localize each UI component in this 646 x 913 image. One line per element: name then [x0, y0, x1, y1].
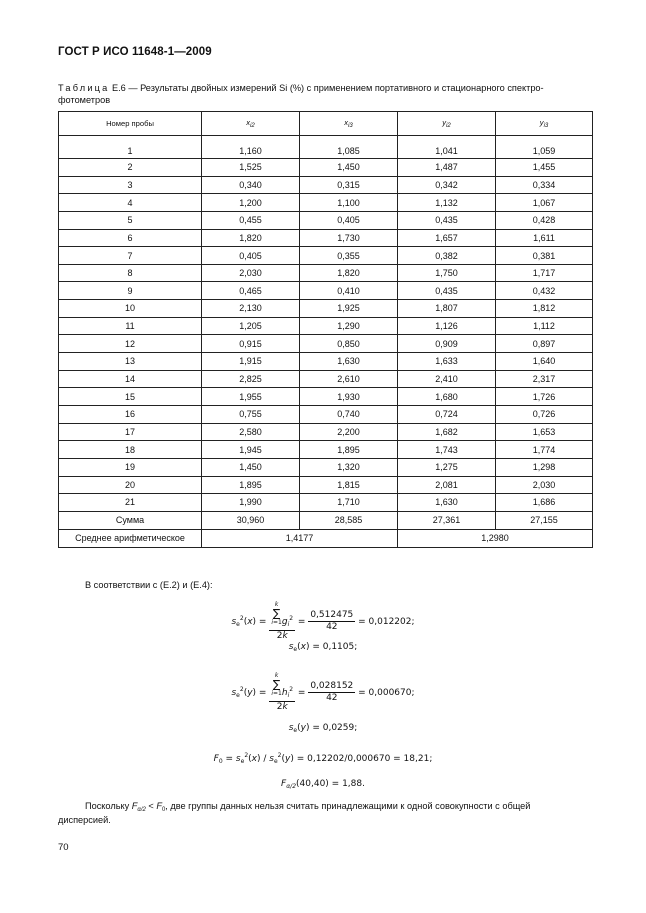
mean-label: Среднее арифметическое: [59, 529, 202, 547]
column-header: [398, 112, 496, 136]
value-cell: 1,611: [496, 229, 593, 247]
value-cell: 0,340: [202, 176, 300, 194]
value-cell: 1,807: [398, 300, 496, 318]
value-cell: 2,610: [300, 370, 398, 388]
value-cell: 1,717: [496, 264, 593, 282]
value-cell: 1,820: [202, 229, 300, 247]
value-cell: 2,130: [202, 300, 300, 318]
y-mean-value: 1,2980: [398, 529, 593, 547]
value-cell: 0,850: [300, 335, 398, 353]
sample-number-cell: 13: [59, 353, 202, 371]
value-cell: 1,630: [300, 353, 398, 371]
value-cell: 1,487: [398, 159, 496, 177]
table-row: [59, 159, 593, 177]
table-body: [59, 136, 593, 512]
results-table: [58, 111, 593, 548]
mean-row: [59, 529, 593, 547]
value-cell: 0,342: [398, 176, 496, 194]
value-cell: 1,205: [202, 317, 300, 335]
formula-variance-y: $s_e^2(y)$ = k ∑ i=1 $h_i^2$ 2k = $\frac{0,028152}{42}$ = 0,000670;: [231, 672, 415, 712]
value-cell: 0,465: [202, 282, 300, 300]
table-row: [59, 494, 593, 512]
column-header: Номер пробы: [59, 112, 202, 136]
value-cell: 1,915: [202, 353, 300, 371]
f1-numerator: 0,512475: [310, 610, 354, 620]
value-cell: 1,132: [398, 194, 496, 212]
sample-number-cell: 9: [59, 282, 202, 300]
intro-text: В соответствии с (Е.2) и (Е.4):: [85, 580, 213, 590]
sample-number-cell: 5: [59, 211, 202, 229]
table-row: [59, 423, 593, 441]
value-cell: 1,945: [202, 441, 300, 459]
sum-value: 27,155: [496, 511, 593, 529]
value-cell: 1,743: [398, 441, 496, 459]
formula-variance-x: $s_e^2(x)$ = k ∑ i=1 $g_i^2$ 2k = $\frac{0,512475}{42}$ = 0,012202;: [231, 601, 415, 641]
table-row: [59, 229, 593, 247]
value-cell: 1,298: [496, 458, 593, 476]
table-row: [59, 282, 593, 300]
table-row: [59, 176, 593, 194]
sum-value: 30,960: [202, 511, 300, 529]
table-row: [59, 441, 593, 459]
fraction-g: k ∑ i=1 $g_i^2$ 2k: [271, 601, 294, 641]
sample-number-cell: 10: [59, 300, 202, 318]
value-cell: 0,909: [398, 335, 496, 353]
sample-number-cell: 1: [59, 136, 202, 159]
value-cell: 1,275: [398, 458, 496, 476]
sum-value: 27,361: [398, 511, 496, 529]
sample-number-cell: 11: [59, 317, 202, 335]
value-cell: 0,897: [496, 335, 593, 353]
sample-number-cell: 8: [59, 264, 202, 282]
sample-number-cell: 15: [59, 388, 202, 406]
formula-sd-y: $s_e(y) = 0,0259$;: [288, 723, 358, 734]
f2-result: = 0,1105;: [309, 642, 358, 652]
sample-number-cell: 21: [59, 494, 202, 512]
column-header-subscript: i2: [250, 123, 255, 129]
f4-result: = 0,0259;: [309, 723, 358, 733]
sample-number-cell: 17: [59, 423, 202, 441]
value-cell: 0,405: [202, 247, 300, 265]
table-row: [59, 194, 593, 212]
value-cell: 1,812: [496, 300, 593, 318]
sum-value: 28,585: [300, 511, 398, 529]
conclusion-text: , две группы данных нельзя считать принадлежащими к одной совокупности с общей: [165, 801, 531, 811]
table-row: [59, 388, 593, 406]
table-row: [59, 211, 593, 229]
value-cell: 1,955: [202, 388, 300, 406]
sample-number-cell: 7: [59, 247, 202, 265]
value-cell: 1,041: [398, 136, 496, 159]
sample-number-cell: 14: [59, 370, 202, 388]
column-header-var: y: [539, 118, 544, 127]
table-row: [59, 335, 593, 353]
value-cell: 2,030: [496, 476, 593, 494]
value-cell: 1,525: [202, 159, 300, 177]
value-cell: 1,930: [300, 388, 398, 406]
value-cell: 1,633: [398, 353, 496, 371]
sample-number-cell: 12: [59, 335, 202, 353]
value-cell: 1,680: [398, 388, 496, 406]
column-header-var: y: [442, 118, 447, 127]
table-row: [59, 476, 593, 494]
table-row: [59, 405, 593, 423]
table-row: [59, 317, 593, 335]
value-cell: 1,100: [300, 194, 398, 212]
value-cell: 1,450: [300, 159, 398, 177]
value-cell: 1,750: [398, 264, 496, 282]
value-cell: 0,740: [300, 405, 398, 423]
column-header-subscript: i3: [543, 123, 549, 129]
f5-result: = 0,12202/0,000670 = 18,21;: [293, 754, 433, 764]
formula-f-critical: $F_{\alpha/2}(40,40) = 1,88$.: [281, 779, 365, 790]
f3-result: = 0,000670;: [355, 688, 415, 698]
conclusion-line-1: Поскольку $F_{\alpha/2} < F_0$, две группы данных нельзя считать принадлежащими к одной совокупности с общей: [85, 801, 531, 813]
value-cell: 0,432: [496, 282, 593, 300]
value-cell: 1,450: [202, 458, 300, 476]
value-cell: 1,815: [300, 476, 398, 494]
table-row: [59, 370, 593, 388]
value-cell: 0,435: [398, 282, 496, 300]
conclusion-line-2: дисперсией.: [58, 815, 111, 825]
f1-result: = 0,012202;: [355, 617, 415, 627]
value-cell: 0,405: [300, 211, 398, 229]
value-cell: 1,730: [300, 229, 398, 247]
value-cell: 0,755: [202, 405, 300, 423]
sample-number-cell: 2: [59, 159, 202, 177]
value-cell: 1,640: [496, 353, 593, 371]
value-cell: 2,200: [300, 423, 398, 441]
f3-denominator: 42: [326, 693, 338, 703]
value-cell: 1,067: [496, 194, 593, 212]
column-header: [300, 112, 398, 136]
formula-f-statistic: $F_0 = s_e^2(x) / s_e^2(y) = 0,12202/0,000670 = 18,21$;: [213, 752, 433, 765]
value-cell: 1,774: [496, 441, 593, 459]
value-cell: 1,653: [496, 423, 593, 441]
table-row: [59, 353, 593, 371]
value-cell: 0,915: [202, 335, 300, 353]
value-cell: 1,820: [300, 264, 398, 282]
value-cell: 1,925: [300, 300, 398, 318]
sum-label: Сумма: [59, 511, 202, 529]
fraction-value-3: [308, 681, 355, 704]
f1-denominator: 42: [326, 622, 338, 632]
value-cell: 0,315: [300, 176, 398, 194]
table-header-row: [59, 112, 593, 136]
sample-number-cell: 6: [59, 229, 202, 247]
column-header: [496, 112, 593, 136]
table-caption: [58, 82, 592, 106]
value-cell: 1,085: [300, 136, 398, 159]
value-cell: 1,320: [300, 458, 398, 476]
value-cell: 1,686: [496, 494, 593, 512]
column-header-var: x: [344, 118, 349, 127]
value-cell: 1,290: [300, 317, 398, 335]
table-row: [59, 458, 593, 476]
value-cell: 0,435: [398, 211, 496, 229]
value-cell: 0,334: [496, 176, 593, 194]
fraction-value-1: [308, 610, 355, 633]
value-cell: 0,410: [300, 282, 398, 300]
column-header-subscript: i3: [348, 123, 353, 129]
value-cell: 0,428: [496, 211, 593, 229]
caption-text: Е.6 — Результаты двойных измерений Si (%) с применением портативного и стационарного спектро-фотометров: [58, 83, 544, 105]
page-number: 70: [58, 842, 69, 853]
value-cell: 1,126: [398, 317, 496, 335]
table-row: [59, 247, 593, 265]
sample-number-cell: 18: [59, 441, 202, 459]
value-cell: 1,657: [398, 229, 496, 247]
value-cell: 1,200: [202, 194, 300, 212]
value-cell: 1,160: [202, 136, 300, 159]
fraction-h: k ∑ i=1 $h_i^2$ 2k: [271, 672, 294, 712]
value-cell: 2,030: [202, 264, 300, 282]
sample-number-cell: 19: [59, 458, 202, 476]
sum-row: [59, 511, 593, 529]
column-header: [202, 112, 300, 136]
caption-word: Таблица: [58, 83, 110, 93]
value-cell: 1,895: [202, 476, 300, 494]
formula-sd-x: $s_e(x) = 0,1105$;: [288, 642, 358, 653]
f6-result: (40,40) = 1,88.: [296, 779, 365, 789]
value-cell: 0,382: [398, 247, 496, 265]
value-cell: 0,355: [300, 247, 398, 265]
value-cell: 0,455: [202, 211, 300, 229]
value-cell: 0,726: [496, 405, 593, 423]
value-cell: 0,724: [398, 405, 496, 423]
sample-number-cell: 3: [59, 176, 202, 194]
value-cell: 1,630: [398, 494, 496, 512]
value-cell: 1,990: [202, 494, 300, 512]
value-cell: 0,381: [496, 247, 593, 265]
value-cell: 1,455: [496, 159, 593, 177]
value-cell: 1,710: [300, 494, 398, 512]
column-header-var: x: [246, 118, 251, 127]
table-row: [59, 264, 593, 282]
sample-number-cell: 4: [59, 194, 202, 212]
document-header: ГОСТ Р ИСО 11648-1—2009: [58, 46, 212, 58]
value-cell: 1,112: [496, 317, 593, 335]
value-cell: 2,317: [496, 370, 593, 388]
value-cell: 1,682: [398, 423, 496, 441]
x-mean-value: 1,4177: [202, 529, 398, 547]
column-header-subscript: i2: [446, 123, 451, 129]
value-cell: 2,580: [202, 423, 300, 441]
value-cell: 1,059: [496, 136, 593, 159]
value-cell: 1,895: [300, 441, 398, 459]
value-cell: 2,081: [398, 476, 496, 494]
value-cell: 2,410: [398, 370, 496, 388]
value-cell: 1,726: [496, 388, 593, 406]
f3-numerator: 0,028152: [310, 681, 354, 691]
sample-number-cell: 20: [59, 476, 202, 494]
table-row: [59, 136, 593, 159]
value-cell: 2,825: [202, 370, 300, 388]
table-row: [59, 300, 593, 318]
sample-number-cell: 16: [59, 405, 202, 423]
